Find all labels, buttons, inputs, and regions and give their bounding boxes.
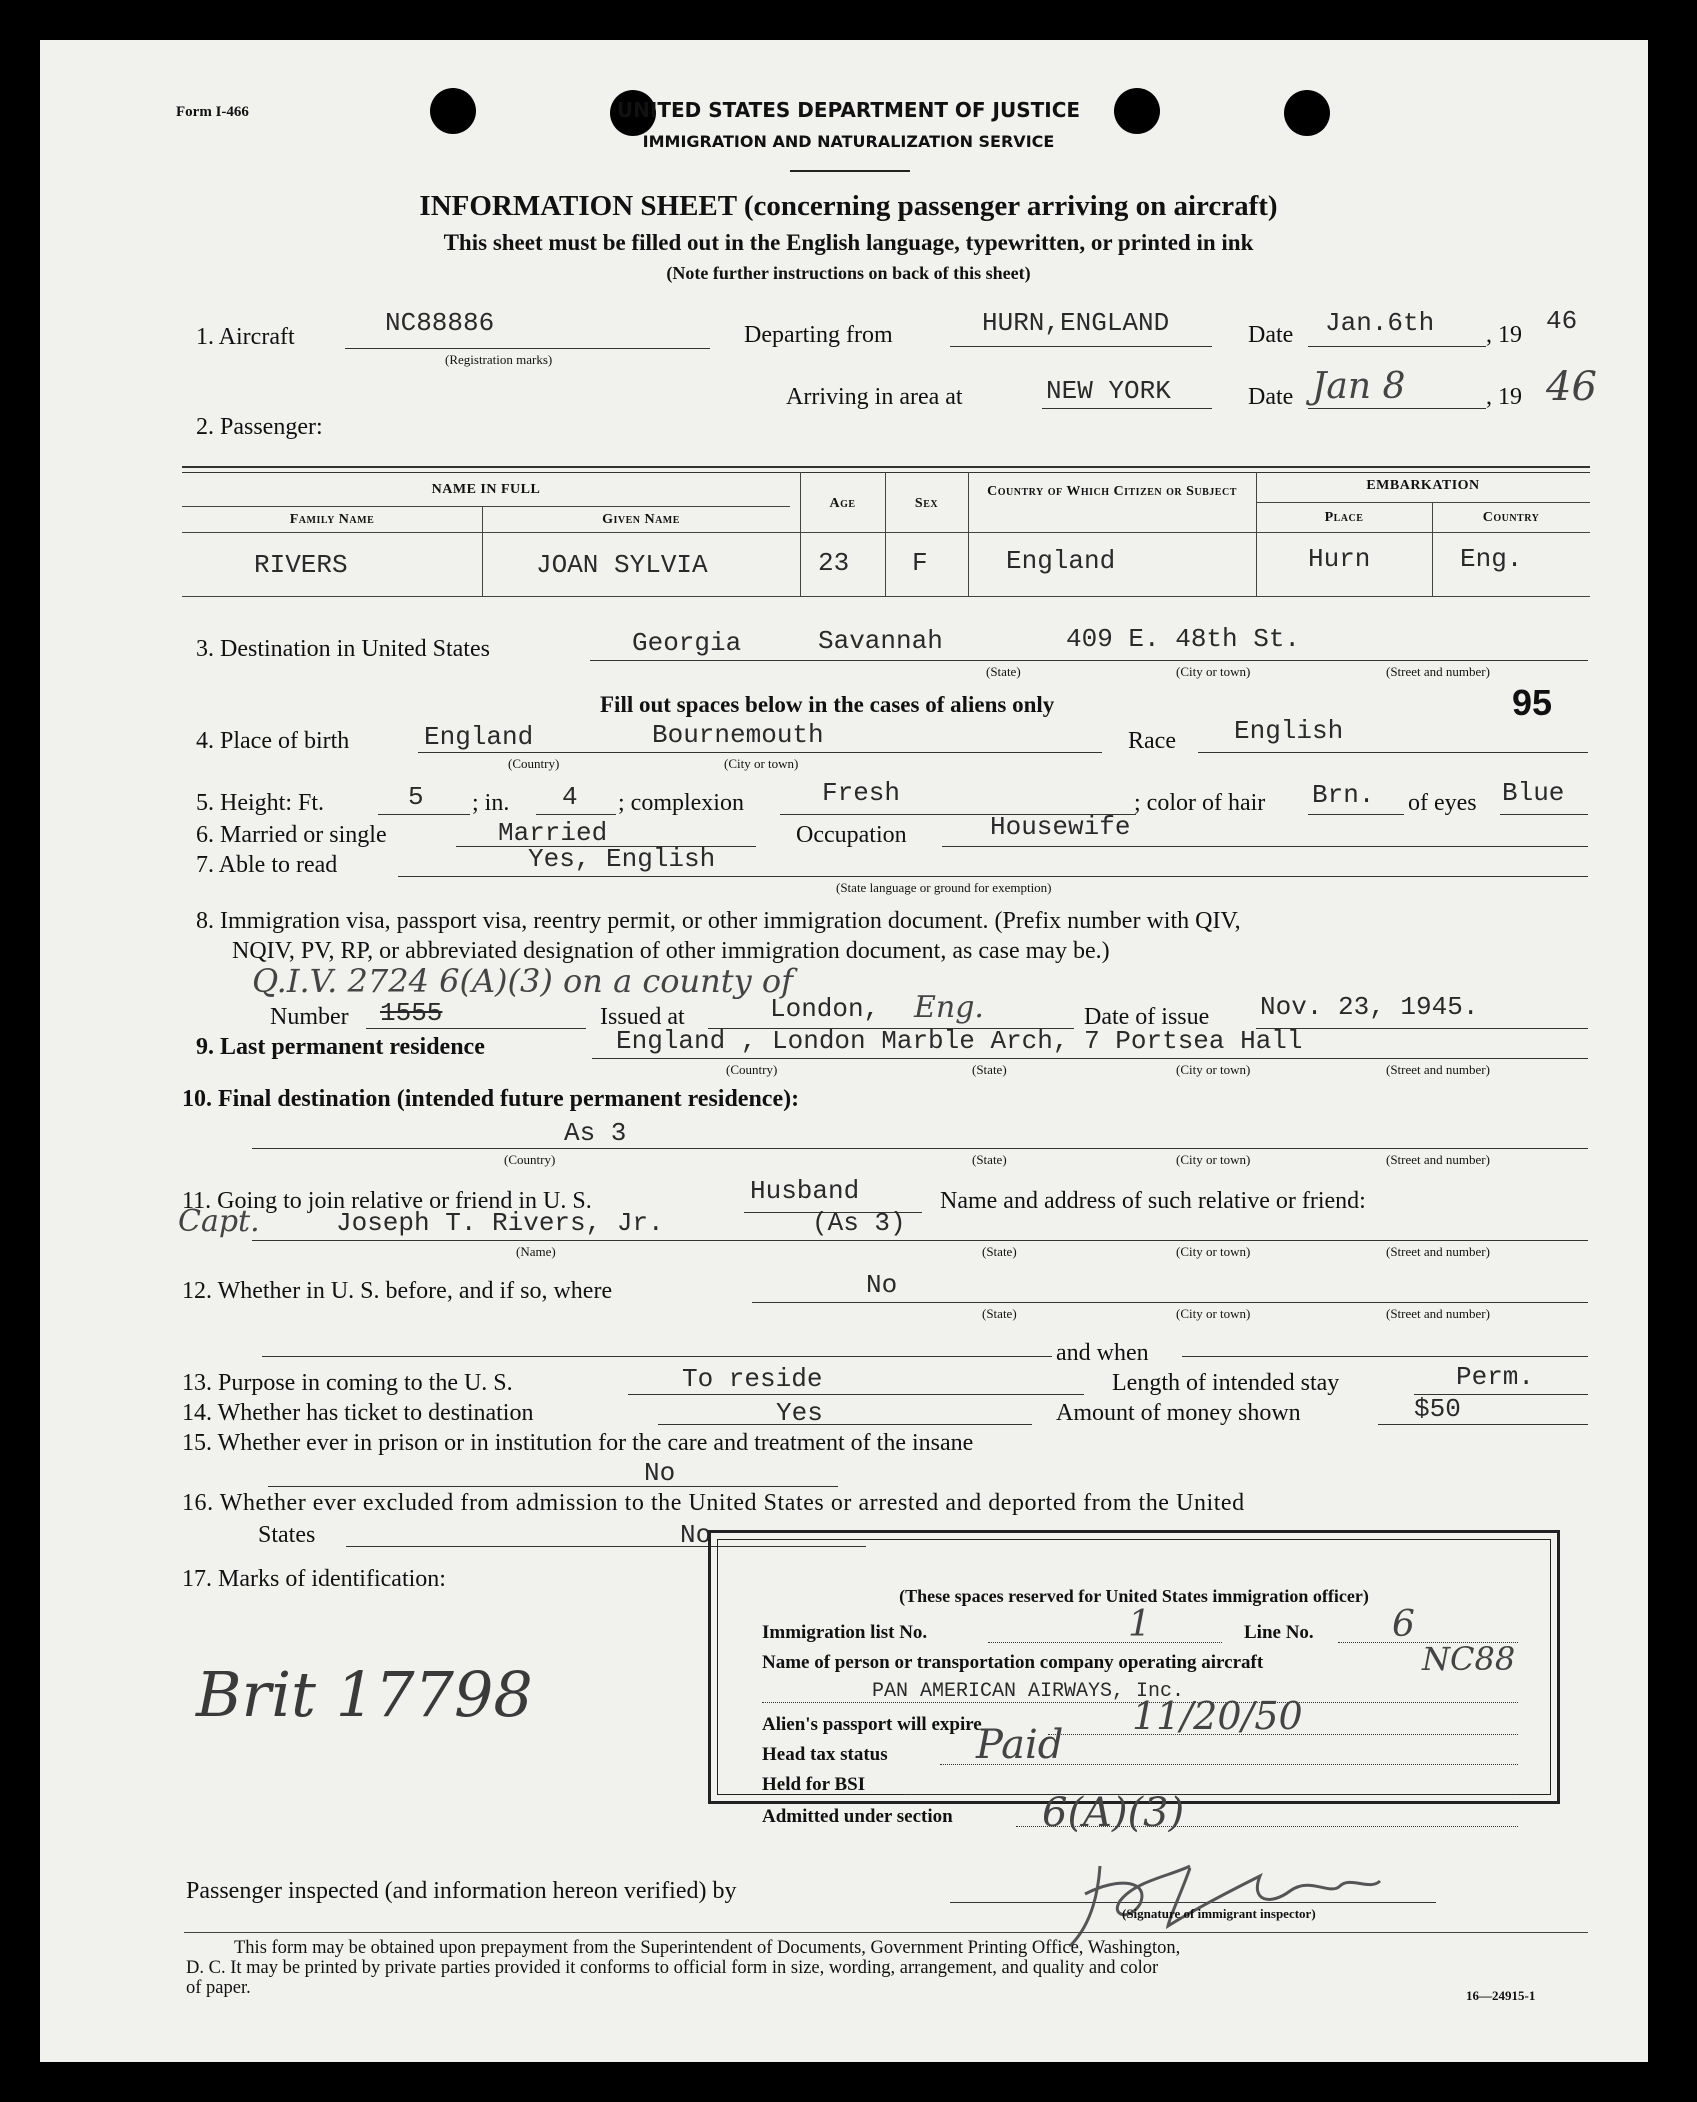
final-country-caption: (Country) (504, 1152, 556, 1167)
footer-line3: of paper. (186, 1978, 251, 1998)
admitted-value[interactable]: 6(A)(3) (1042, 1790, 1185, 1836)
residence-city-caption: (City or town) (1176, 1062, 1251, 1077)
aircraft-label: 1. Aircraft (196, 324, 295, 350)
destination-city-caption: (City or town) (1176, 664, 1251, 679)
purpose-label: 13. Purpose in coming to the U. S. (182, 1370, 513, 1396)
visa-number[interactable]: 1555 (380, 998, 443, 1028)
depart-year[interactable]: 46 (1546, 306, 1578, 336)
list-no-label: Immigration list No. (762, 1622, 928, 1643)
residence-label: 9. Last permanent residence (196, 1034, 485, 1060)
arriving-at[interactable]: NEW YORK (1046, 376, 1171, 406)
join-street-caption: (Street and number) (1386, 1244, 1490, 1259)
residence-underline (592, 1058, 1588, 1059)
header-place: Place (1324, 510, 1364, 525)
held-bsi-underline (904, 1794, 1518, 1795)
company-value[interactable]: PAN AMERICAN AIRWAYS, Inc. (872, 1680, 1185, 1703)
header-family-name: Family Name (289, 512, 375, 527)
excluded-label-line1: 16. Whether ever excluded from admission to the United States or arrested and deported from the United (182, 1490, 1245, 1516)
final-destination-value[interactable]: As 3 (564, 1118, 627, 1148)
eyes-label: of eyes (1408, 790, 1477, 816)
read-label: 7. Able to read (196, 852, 338, 878)
aliens-only-heading: Fill out spaces below in the cases of aliens only (600, 692, 1055, 717)
arrive-date[interactable]: Jan 8 (1312, 366, 1406, 407)
line-no-value[interactable]: 6 (1392, 1604, 1415, 1645)
ticket-label: 14. Whether has ticket to destination (182, 1400, 534, 1426)
ticket-underline (658, 1424, 1032, 1425)
header-emb-country: Country (1482, 510, 1540, 525)
complexion-value[interactable]: Fresh (822, 778, 901, 808)
before-state-caption: (State) (982, 1306, 1017, 1321)
depart-year-prefix: , 19 (1486, 322, 1522, 348)
departing-label: Departing from (744, 322, 893, 348)
inches-label: ; in. (472, 790, 510, 816)
race-label: Race (1128, 728, 1176, 754)
header-country: Country of Which Citizen or Subject (987, 484, 1237, 499)
held-bsi-label: Held for BSI (762, 1774, 866, 1795)
visa-date-label: Date of issue (1084, 1004, 1210, 1030)
occupation-underline (942, 846, 1588, 847)
head-tax-label: Head tax status (762, 1744, 888, 1765)
stay-value[interactable]: Perm. (1456, 1362, 1535, 1392)
prison-label: 15. Whether ever in prison or in institution for the care and treatment of the insane (182, 1430, 974, 1456)
destination-underline (590, 660, 1588, 661)
join-name[interactable]: Joseph T. Rivers, Jr. (336, 1208, 664, 1238)
visa-handwritten[interactable]: Q.I.V. 2724 6(A)(3) on a county of (252, 962, 793, 1000)
when-where-underline (262, 1356, 1052, 1357)
passenger-label: 2. Passenger: (196, 414, 323, 440)
prison-underline (268, 1486, 838, 1487)
line-no-label: Line No. (1244, 1622, 1314, 1643)
aircraft-underline (345, 348, 710, 349)
birth-country-caption: (Country) (508, 756, 560, 771)
header-name-in-full: NAME IN FULL (431, 482, 541, 497)
embarkation-place[interactable]: Hurn (1308, 544, 1371, 574)
hair-label: ; color of hair (1134, 790, 1266, 816)
birth-label: 4. Place of birth (196, 728, 350, 754)
passenger-given-name[interactable]: JOAN SYLVIA (536, 550, 708, 580)
occupation-label: Occupation (796, 822, 907, 848)
marks-label: 17. Marks of identification: (182, 1566, 446, 1592)
before-label: 12. Whether in U. S. before, and if so, where (182, 1278, 613, 1304)
aircraft-registration[interactable]: NC88886 (385, 308, 495, 338)
margin-number: 95 (1512, 682, 1553, 723)
visa-label-line2: NQIV, PV, RP, or abbreviated designation of other immigration document, as case may be.) (232, 938, 1110, 964)
passport-expire-value[interactable]: 11/20/50 (1132, 1694, 1303, 1738)
depart-date[interactable]: Jan.6th (1325, 308, 1435, 338)
residence-street-caption: (Street and number) (1386, 1062, 1490, 1077)
when-label: and when (1056, 1340, 1149, 1366)
form-title: INFORMATION SHEET (concerning passenger arriving on aircraft) (419, 190, 1278, 222)
service-name: IMMIGRATION AND NATURALIZATION SERVICE (642, 132, 1055, 151)
header-rule (790, 170, 910, 172)
when-underline (1182, 1356, 1588, 1357)
join-name-label: Name and address of such relative or friend: (940, 1188, 1366, 1214)
passport-expire-label: Alien's passport will expire (762, 1714, 982, 1735)
money-underline (1378, 1424, 1588, 1425)
header-age: Age (829, 496, 856, 511)
footer-rule (184, 1932, 1588, 1933)
before-underline (752, 1302, 1588, 1303)
final-destination-label: 10. Final destination (intended future permanent residence): (182, 1086, 800, 1112)
signature-caption: (Signature of immigrant inspector) (1122, 1906, 1316, 1921)
before-street-caption: (Street and number) (1386, 1306, 1490, 1321)
arriving-underline (1042, 408, 1212, 409)
department-name: UNITED STATES DEPARTMENT OF JUSTICE (616, 98, 1081, 122)
birth-underline (418, 752, 1102, 753)
form-note: (Note further instructions on back of this sheet) (666, 263, 1031, 283)
race-underline (1198, 752, 1588, 753)
complexion-label: ; complexion (618, 790, 744, 816)
excluded-value[interactable]: No (680, 1520, 712, 1550)
residence-country-caption: (Country) (726, 1062, 778, 1077)
header-embarkation: EMBARKATION (1366, 478, 1480, 493)
passenger-sex[interactable]: F (912, 548, 928, 578)
admitted-label: Admitted under section (762, 1806, 953, 1827)
arriving-label: Arriving in area at (786, 384, 963, 410)
eyes-underline (1500, 814, 1588, 815)
prison-value[interactable]: No (644, 1458, 676, 1488)
departing-from[interactable]: HURN,ENGLAND (982, 308, 1170, 338)
destination-street[interactable]: 409 E. 48th St. (1066, 624, 1301, 654)
registration-caption: (Registration marks) (445, 352, 553, 367)
footer-code: 16—24915-1 (1466, 1988, 1536, 2003)
arrive-year-prefix: , 19 (1486, 384, 1522, 410)
money-value[interactable]: $50 (1414, 1394, 1461, 1424)
inches-underline (536, 814, 616, 815)
visa-number-label: Number (270, 1004, 349, 1030)
purpose-underline (628, 1394, 1084, 1395)
company-handwritten[interactable]: NC88 (1422, 1640, 1516, 1678)
list-no-underline (988, 1642, 1222, 1643)
final-street-caption: (Street and number) (1386, 1152, 1490, 1167)
final-city-caption: (City or town) (1176, 1152, 1251, 1167)
visa-label-line1: 8. Immigration visa, passport visa, reentry permit, or other immigration document. (Prefix number with QIV, (196, 908, 1241, 934)
visa-date-underline (1256, 1028, 1588, 1029)
officer-box-title: (These spaces reserved for United States immigration officer) (899, 1586, 1369, 1606)
head-tax-value[interactable]: Paid (976, 1722, 1064, 1768)
arrive-date-underline (1308, 408, 1486, 409)
excluded-label-line2: States (258, 1522, 316, 1548)
passenger-age[interactable]: 23 (818, 548, 850, 578)
visa-date-of-issue[interactable]: Nov. 23, 1945. (1260, 992, 1479, 1022)
visa-issued-at[interactable]: London, (770, 994, 880, 1024)
feet-underline (378, 814, 470, 815)
marital-label: 6. Married or single (196, 822, 387, 848)
money-label: Amount of money shown (1056, 1400, 1301, 1426)
header-sex: Sex (914, 496, 939, 511)
birth-city-caption: (City or town) (724, 756, 799, 771)
stay-label: Length of intended stay (1112, 1370, 1340, 1396)
join-name-underline (252, 1240, 1588, 1241)
destination-state-caption: (State) (986, 664, 1021, 679)
residence-value[interactable]: England , London Marble Arch, 7 Portsea Hall (616, 1026, 1303, 1056)
passenger-country[interactable]: England (1006, 546, 1116, 576)
eye-color[interactable]: Blue (1502, 778, 1565, 808)
before-city-caption: (City or town) (1176, 1306, 1251, 1321)
read-caption: (State language or ground for exemption) (836, 880, 1052, 895)
join-handwritten-prefix[interactable]: Capt. (178, 1204, 260, 1239)
visa-issued-label: Issued at (600, 1004, 685, 1030)
join-label: 11. Going to join relative or friend in U. S. (182, 1188, 592, 1214)
ticket-value[interactable]: Yes (776, 1398, 823, 1428)
join-address[interactable]: (As 3) (812, 1208, 906, 1238)
passenger-family-name[interactable]: RIVERS (254, 550, 348, 580)
final-state-caption: (State) (972, 1152, 1007, 1167)
residence-state-caption: (State) (972, 1062, 1007, 1077)
inspected-label: Passenger inspected (and information hereon verified) by (186, 1878, 737, 1904)
form-subtitle: This sheet must be filled out in the English language, typewritten, or printed in ink (443, 230, 1254, 255)
join-name-caption: (Name) (516, 1244, 556, 1259)
join-city-caption: (City or town) (1176, 1244, 1251, 1259)
footer-line2: D. C. It may be printed by private parties provided it conforms to official form in size, wording, arrangement, and quality and color (186, 1958, 1159, 1978)
footer-line1: This form may be obtained upon prepayment from the Superintendent of Documents, Government Printing Office, Washington, (234, 1938, 1181, 1958)
join-relation[interactable]: Husband (750, 1176, 860, 1206)
header-given-name: Given Name (602, 512, 680, 527)
read-value[interactable]: Yes, English (528, 844, 716, 874)
destination-label: 3. Destination in United States (196, 636, 490, 662)
height-inches[interactable]: 4 (562, 782, 578, 812)
arrive-date-label: Date (1248, 384, 1294, 410)
height-feet[interactable]: 5 (408, 782, 424, 812)
read-underline (398, 876, 1588, 877)
list-no-value[interactable]: 1 (1128, 1604, 1151, 1645)
hair-color[interactable]: Brn. (1312, 780, 1375, 810)
arrive-year[interactable]: 46 (1546, 364, 1597, 410)
visa-number-underline (366, 1028, 586, 1029)
embarkation-country[interactable]: Eng. (1460, 544, 1523, 574)
height-label: 5. Height: Ft. (196, 790, 325, 816)
destination-street-caption: (Street and number) (1386, 664, 1490, 679)
final-destination-underline (252, 1148, 1588, 1149)
departing-underline (950, 346, 1212, 347)
company-label: Name of person or transportation company operating aircraft (762, 1652, 1264, 1673)
destination-state[interactable]: Georgia (632, 628, 742, 658)
race-value[interactable]: English (1234, 716, 1344, 746)
birth-city[interactable]: Bournemouth (652, 720, 824, 750)
destination-city[interactable]: Savannah (818, 626, 943, 656)
hair-underline (1308, 814, 1404, 815)
birth-country[interactable]: England (424, 722, 534, 752)
occupation-value[interactable]: Housewife (990, 812, 1131, 842)
depart-date-underline (1308, 346, 1486, 347)
depart-date-label: Date (1248, 322, 1294, 348)
purpose-value[interactable]: To reside (682, 1364, 823, 1394)
visa-issued-handwritten[interactable]: Eng. (914, 990, 984, 1025)
before-value[interactable]: No (866, 1270, 898, 1300)
marks-handwritten[interactable]: Brit 17798 (196, 1658, 533, 1731)
form-number: Form I-466 (176, 104, 249, 120)
join-state-caption: (State) (982, 1244, 1017, 1259)
marital-status[interactable]: Married (498, 818, 608, 848)
